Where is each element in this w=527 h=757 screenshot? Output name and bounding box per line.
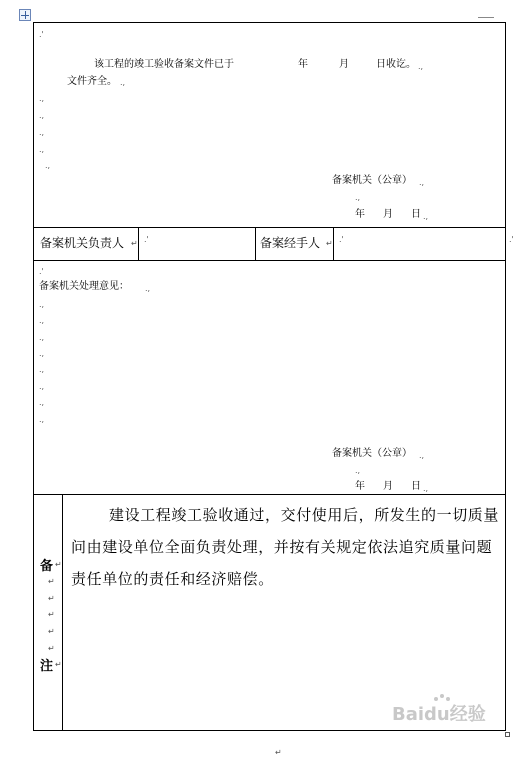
paragraph-mark: ↵ <box>326 239 333 248</box>
paragraph-mark: ↵ <box>48 627 55 636</box>
seal-date-year: 年 <box>355 209 365 220</box>
watermark-text: Baidu经验 <box>392 704 486 725</box>
agency-seal-label: 备案机关（公章） <box>332 448 412 459</box>
seal-date-month: 月 <box>383 481 393 492</box>
paragraph-mark: ., <box>39 316 45 325</box>
paragraph-mark: ., <box>39 415 45 424</box>
paragraph-mark: ., <box>423 484 429 493</box>
table-top-border <box>33 22 506 23</box>
paragraph-mark: ., <box>39 333 45 342</box>
handler-label: 备案经手人 <box>260 236 321 250</box>
paw-icon <box>440 694 444 698</box>
paragraph-mark: ., <box>423 212 429 221</box>
agency-seal-label: 备案机关（公章） <box>332 175 412 186</box>
paragraph-mark: ↵ <box>48 610 55 619</box>
row-divider-3 <box>33 494 506 495</box>
row-divider-2 <box>33 260 506 261</box>
paragraph-mark: ., <box>145 284 151 293</box>
receipt-month: 月 <box>339 59 349 70</box>
paragraph-mark: ., <box>39 398 45 407</box>
paragraph-mark: .' <box>509 235 514 244</box>
seal-date-day: 日 <box>411 481 421 492</box>
notes-text: 建设工程竣工验收通过，交付使用后，所发生的一切质量问由建设单位全面负责处理，并按有关规定依法追究质量问题责任单位的责任和经济赔偿。 <box>71 506 500 588</box>
paragraph-mark: ., <box>39 111 45 120</box>
paragraph-mark: ., <box>419 451 425 460</box>
table-move-handle-icon[interactable] <box>19 9 31 21</box>
table-right-border <box>505 22 506 731</box>
paragraph-mark: ., <box>418 62 424 71</box>
table-bottom-border <box>33 730 506 731</box>
table-left-border <box>33 22 34 731</box>
paragraph-mark: ↵ <box>48 577 55 586</box>
seal-date-month: 月 <box>383 209 393 220</box>
handler-field[interactable] <box>334 228 505 260</box>
seal-date-day: 日 <box>411 209 421 220</box>
paragraph-mark: ↵ <box>55 660 62 669</box>
paragraph-mark: ., <box>45 161 51 170</box>
col-divider-b <box>255 227 256 261</box>
paragraph-mark: ., <box>355 193 361 202</box>
paragraph-mark: ., <box>120 78 126 87</box>
paragraph-mark: ↵ <box>275 748 282 757</box>
opinion-label: 备案机关处理意见： <box>39 281 129 292</box>
paragraph-mark: ., <box>355 466 361 475</box>
receipt-year: 年 <box>298 59 308 70</box>
paragraph-mark: ., <box>39 300 45 309</box>
paragraph-mark: ., <box>39 365 45 374</box>
paragraph-mark: .' <box>339 235 344 244</box>
paragraph-mark: ., <box>419 178 425 187</box>
paragraph-mark: ↵ <box>48 594 55 603</box>
table-resize-handle-icon[interactable] <box>505 732 510 737</box>
paragraph-mark: .' <box>39 267 44 276</box>
notes-col-divider <box>62 494 63 731</box>
paragraph-mark: ↵ <box>131 239 138 248</box>
paragraph-mark: ., <box>39 94 45 103</box>
paragraph-mark: ↵ <box>55 560 62 569</box>
paragraph-mark: ., <box>39 145 45 154</box>
paragraph-mark: .' <box>39 30 44 39</box>
seal-date-year: 年 <box>355 481 365 492</box>
receipt-day: 日收讫。 <box>376 59 416 70</box>
notes-label-top: 备 <box>40 559 54 574</box>
paragraph-mark: .' <box>144 235 149 244</box>
agency-leader-field[interactable] <box>139 228 255 260</box>
paragraph-mark: ↵ <box>48 644 55 653</box>
notes-label-bottom: 注 <box>40 659 54 674</box>
paragraph-mark: ., <box>39 382 45 391</box>
ruler-tick <box>478 17 494 18</box>
agency-leader-label: 备案机关负责人 <box>40 236 125 250</box>
paragraph-mark: ., <box>39 128 45 137</box>
paragraph-mark: ., <box>39 349 45 358</box>
receipt-statement-line2: 文件齐全。 <box>67 76 117 87</box>
receipt-statement: 该工程的竣工验收备案文件已于 <box>94 59 234 70</box>
